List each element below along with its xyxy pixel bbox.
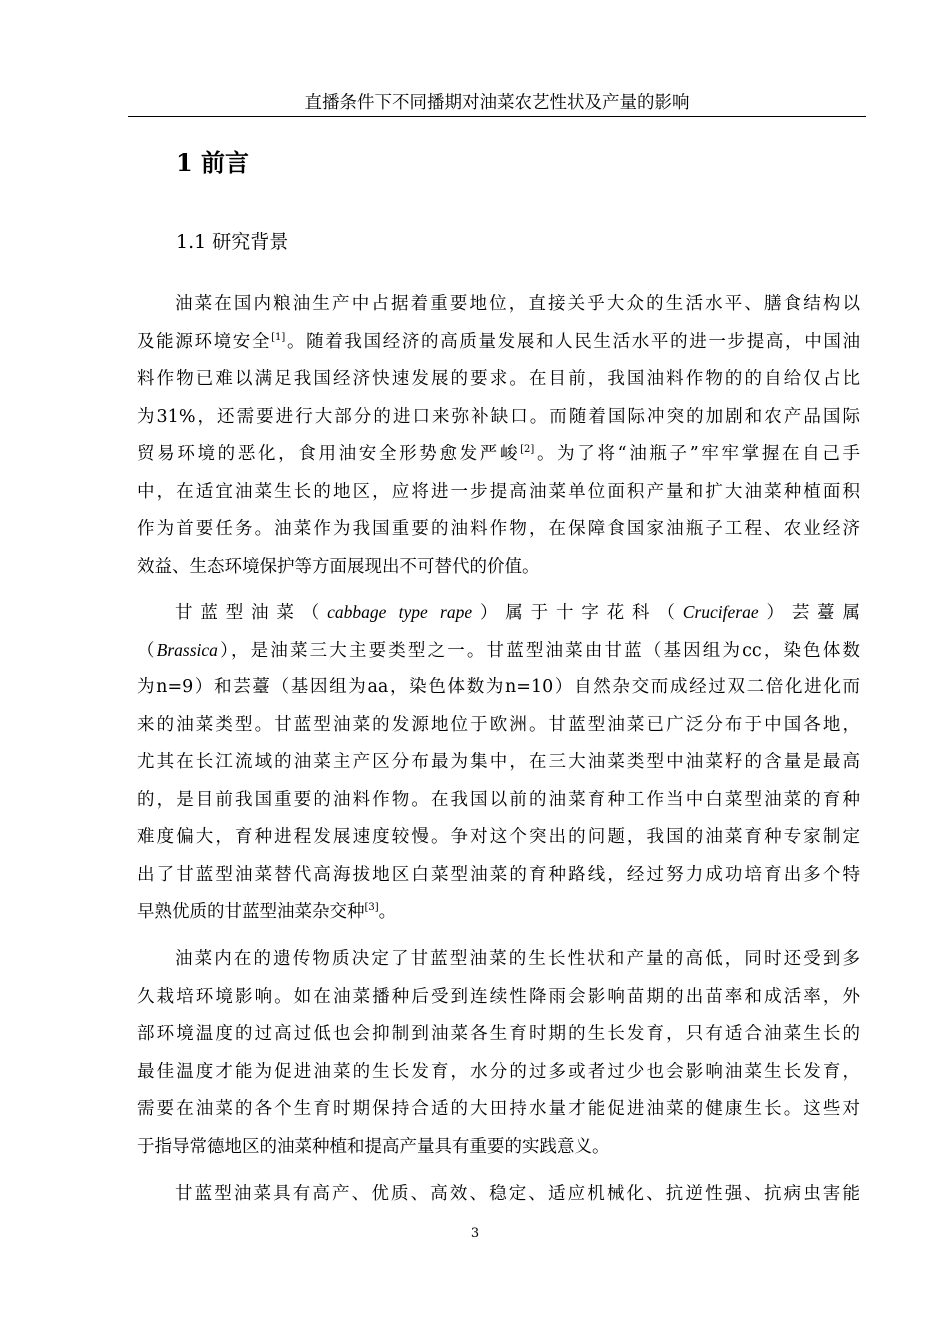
para1-line-2 — [137, 324, 860, 362]
para2-line-1-text-b: ）属于十字花科（ — [472, 603, 683, 623]
para1-line-5 — [137, 436, 860, 474]
citation-2: [2] — [520, 444, 535, 455]
para3-line-5: 需要在油菜的各个生育时期保持合适的大田持水量才能促进油菜的健康生长。这些对 — [137, 1099, 860, 1119]
para1-line-2-text-b: 。随着我国经济的高质量发展和人民生活水平的进一步提高，中国油 — [285, 331, 860, 352]
paragraph-1 — [137, 286, 860, 586]
paragraph-3 — [137, 941, 860, 1166]
term-cruciferae: Cruciferae — [682, 602, 759, 622]
para2-line-9 — [137, 894, 860, 932]
subsection-heading: 1.1 研究背景 — [176, 231, 289, 253]
para1-line-6: 中，在适宜油菜生长的地区，应将进一步提高油菜单位面积产量和扩大油菜种植面积 — [137, 481, 860, 502]
para2-line-5: 尤其在长江流域的油菜主产区分布最为集中，在三大油菜类型中油菜籽的含量是最高 — [137, 752, 860, 772]
para2-line-2 — [137, 632, 860, 670]
para1-line-5-text-a: 贸易环境的恶化，食用油安全形势愈发严峻 — [137, 444, 521, 464]
para2-line-2-text-b: ），是油菜三大主要类型之一。甘蓝型油菜由甘蓝（基因组为cc，染色体数 — [217, 640, 860, 661]
para2-line-7: 难度偏大，育种进程发展速度较慢。争对这个突出的问题，我国的油菜育种专家制定 — [137, 827, 860, 847]
para3-line-1: 油菜内在的遗传物质决定了甘蓝型油菜的生长性状和产量的高低，同时还受到多 — [175, 949, 860, 969]
running-header: 直播条件下不同播期对油菜农艺性状及产量的影响 — [128, 92, 866, 117]
para2-line-8: 出了甘蓝型油菜替代高海拔地区白菜型油菜的育种路线，经过努力成功培育出多个特 — [137, 864, 860, 885]
term-brassica: Brassica — [156, 639, 218, 660]
paragraph-2 — [137, 594, 860, 932]
para1-line-1: 油菜在国内粮油生产中占据着重要地位，直接关乎大众的生活水平、膳食结构以 — [175, 294, 860, 314]
para1-line-7: 作为首要任务。油菜作为我国重要的油料作物，在保障食国家油瓶子工程、农业经济 — [137, 519, 860, 539]
para1-line-3: 料作物已难以满足我国经济快速发展的要求。在目前，我国油料作物的的自给仅占比 — [137, 369, 860, 389]
para2-line-3: 为n=9）和芸薹（基因组为aa，染色体数为n=10）自然杂交而成经过双二倍化进化而 — [137, 677, 860, 697]
para2-line-1 — [137, 594, 860, 632]
para2-line-4: 来的油菜类型。甘蓝型油菜的发源地位于欧洲。甘蓝型油菜已广泛分布于中国各地， — [137, 714, 860, 735]
citation-1: [1] — [271, 331, 286, 343]
para2-line-2-text-a: （ — [137, 640, 157, 661]
term-cabbage-type-rape: cabbage type rape — [327, 602, 473, 622]
para2-line-1-text-a: 甘蓝型油菜（ — [175, 603, 328, 623]
para2-line-9-text-b: 。 — [378, 902, 397, 922]
para2-line-1-text-c: ）芸薹属 — [758, 603, 860, 623]
para1-line-2-text-a: 及能源环境安全 — [137, 331, 272, 352]
para2-line-6: 的，是目前我国重要的油料作物。在我国以前的油菜育种工作当中白菜型油菜的育种 — [137, 789, 860, 810]
paragraph-4 — [137, 1176, 860, 1214]
citation-3: [3] — [364, 902, 379, 913]
para4-line-1: 甘蓝型油菜具有高产、优质、高效、稳定、适应机械化、抗逆性强、抗病虫害能 — [175, 1184, 860, 1204]
para1-line-4: 为31%，还需要进行大部分的进口来弥补缺口。而随着国际冲突的加剧和农产品国际 — [137, 406, 860, 427]
para3-line-4: 最佳温度才能为促进油菜的生长发育，水分的过多或者过少也会影响油菜生长发育， — [137, 1061, 860, 1082]
section-heading: 1 前言 — [176, 148, 250, 177]
para1-line-8: 效益、生态环境保护等方面展现出不可替代的价值。 — [137, 556, 540, 577]
page-number: 3 — [470, 1226, 480, 1241]
para3-line-2: 久栽培环境影响。如在油菜播种后受到连续性降雨会影响苗期的出苗率和成活率，外 — [137, 986, 860, 1007]
para2-line-9-text-a: 早熟优质的甘蓝型油菜杂交种 — [137, 902, 365, 922]
para3-line-3: 部环境温度的过高过低也会抑制到油菜各生育时期的生长发育，只有适合油菜生长的 — [137, 1024, 860, 1044]
para3-line-6: 于指导常德地区的油菜种植和提高产量具有重要的实践意义。 — [137, 1136, 610, 1157]
para1-line-5-text-b: 。为了将“油瓶子”牢牢掌握在自己手 — [534, 444, 860, 464]
